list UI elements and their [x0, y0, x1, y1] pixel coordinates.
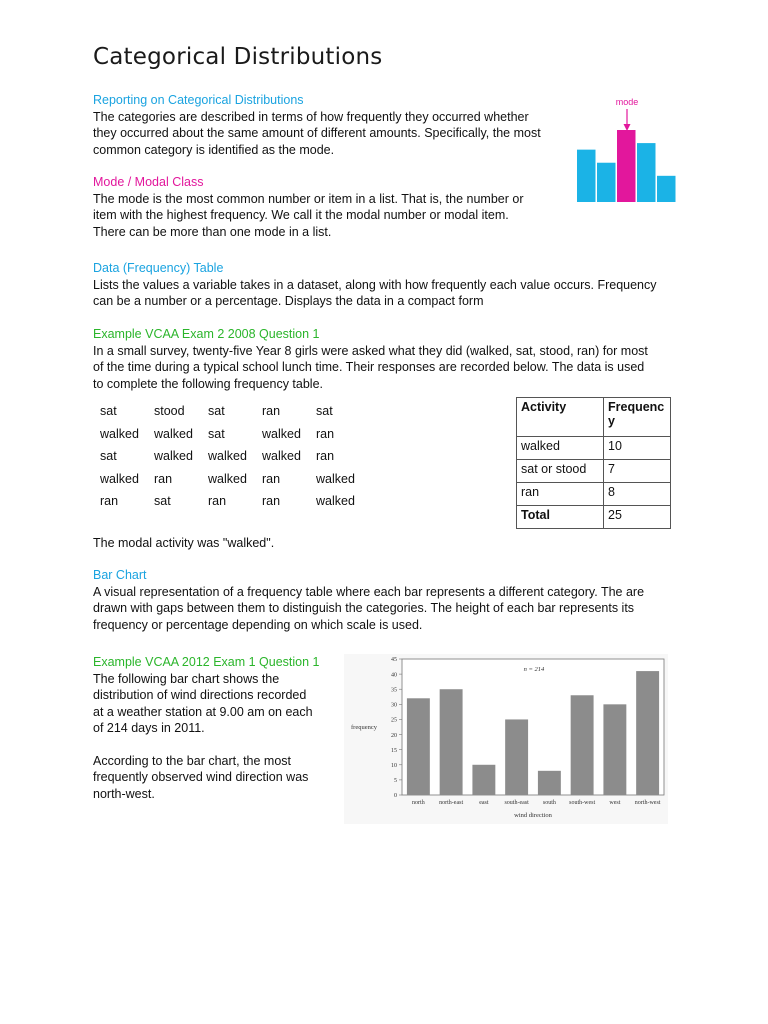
paragraph-line: frequently observed wind direction was — [93, 770, 309, 784]
response-cell: sat — [208, 426, 225, 441]
y-tick-label: 5 — [394, 778, 397, 785]
bar-north — [407, 698, 430, 795]
paragraph-line: common category is identified as the mode. — [93, 142, 335, 157]
section-example-2012 — [93, 654, 320, 802]
x-tick-label: north-west — [634, 800, 661, 806]
bar-south-west — [571, 695, 594, 795]
response-row — [100, 468, 370, 491]
response-cell: ran — [208, 494, 227, 509]
paragraph-line: drawn with gaps between them to distinguish the categories. The height of each bar represents its — [93, 601, 635, 615]
response-cell: sat — [208, 404, 225, 419]
section-mode — [93, 174, 524, 240]
paragraph-line: of the time during a typical school lunch time. Their responses are recorded below. The data is used — [93, 360, 645, 374]
bar-west — [603, 704, 626, 795]
response-row — [100, 490, 370, 513]
response-row — [100, 423, 370, 446]
header-frequency-part2: y — [608, 414, 615, 428]
x-tick-label: south-east — [504, 800, 529, 806]
response-cell: ran — [262, 471, 281, 486]
modal-conclusion: The modal activity was "walked". — [93, 536, 275, 550]
response-cell: walked — [100, 471, 139, 486]
response-cell: walked — [208, 449, 247, 464]
survey-responses — [100, 400, 370, 513]
x-tick-label: south — [542, 800, 556, 806]
y-tick-label: 15 — [391, 747, 397, 754]
y-tick-label: 0 — [394, 793, 397, 800]
y-tick-label: 10 — [391, 762, 397, 769]
table-cell-total-value: 25 — [604, 506, 671, 529]
table-row — [517, 437, 671, 460]
paragraph-line: north-west. — [93, 786, 155, 801]
section-heading: Bar Chart — [93, 568, 147, 582]
response-cell: sat — [100, 404, 117, 419]
response-cell: sat — [316, 404, 333, 419]
section-bar-chart — [93, 567, 644, 633]
mode-bar — [617, 130, 636, 202]
x-tick-label: north — [412, 800, 425, 806]
response-cell: walked — [208, 471, 247, 486]
table-cell-activity: sat or stood — [517, 460, 604, 483]
mini-bar — [657, 176, 676, 202]
bar-south — [538, 771, 561, 795]
section-reporting — [93, 92, 541, 158]
sample-size-annotation: n = 214 — [523, 666, 545, 673]
section-example-2008 — [93, 326, 648, 392]
y-tick-label: 40 — [391, 672, 397, 679]
paragraph-line: The categories are described in terms of how frequently they occurred whether — [93, 109, 529, 124]
table-cell-total-label: Total — [517, 506, 604, 529]
section-frequency-table — [93, 260, 657, 310]
x-tick-label: south-west — [569, 800, 596, 806]
response-cell: walked — [316, 471, 355, 486]
response-cell: walked — [154, 426, 193, 441]
x-axis-label: wind direction — [514, 812, 552, 819]
paragraph-line: frequency or percentage depending on which scale is used. — [93, 617, 423, 632]
section-heading: Reporting on Categorical Distributions — [93, 93, 304, 107]
paragraph-line: to complete the following frequency table. — [93, 376, 323, 391]
response-cell: ran — [262, 404, 281, 419]
wind-direction-bar-chart — [344, 654, 668, 824]
paragraph-line: Lists the values a variable takes in a dataset, along with how frequently each value occurs. Frequency — [93, 277, 657, 292]
y-tick-label: 30 — [391, 702, 397, 709]
paragraph-line: at a weather station at 9.00 am on each — [93, 704, 313, 719]
response-row — [100, 445, 370, 468]
response-cell: stood — [154, 404, 185, 419]
paragraph-line: A visual representation of a frequency table where each bar represents a different category. The are — [93, 584, 645, 599]
x-tick-label: north-east — [439, 800, 464, 806]
mode-illustration-chart — [576, 94, 686, 204]
mini-bar — [637, 143, 656, 202]
mode-label: mode — [615, 97, 639, 107]
y-axis-label: frequency — [351, 724, 377, 731]
response-row — [100, 400, 370, 423]
paragraph-line: The following bar chart shows the — [93, 671, 280, 686]
response-cell: ran — [154, 471, 173, 486]
bar-north-west — [636, 671, 659, 795]
header-activity: Activity — [517, 398, 604, 437]
x-tick-label: west — [609, 800, 621, 806]
page-title: Categorical Distributions — [93, 44, 383, 70]
y-tick-label: 25 — [391, 717, 397, 724]
table-cell-frequency: 7 — [604, 460, 671, 483]
table-cell-frequency: 8 — [604, 483, 671, 506]
table-row — [517, 483, 671, 506]
frequency-table — [516, 397, 671, 529]
mini-bar — [597, 163, 616, 202]
response-cell: ran — [316, 426, 335, 441]
table-header-row — [517, 398, 671, 437]
response-cell: ran — [262, 494, 281, 509]
x-tick-label: east — [479, 800, 489, 806]
paragraph-line: According to the bar chart, the most — [93, 753, 292, 768]
paragraph-line: of 214 days in 2011. — [93, 721, 205, 735]
table-cell-frequency: 10 — [604, 437, 671, 460]
response-cell: walked — [154, 449, 193, 464]
table-total-row — [517, 506, 671, 529]
mini-bar — [577, 150, 596, 202]
paragraph-line: distribution of wind directions recorded — [93, 688, 307, 702]
section-heading: Example VCAA 2012 Exam 1 Question 1 — [93, 655, 320, 669]
y-tick-label: 35 — [391, 687, 397, 694]
table-row — [517, 460, 671, 483]
response-cell: ran — [316, 449, 335, 464]
header-frequency-part1: Frequenc — [608, 400, 665, 414]
table-cell-activity: ran — [517, 483, 604, 506]
paragraph-line: item with the highest frequency. We call it the modal number or modal item. — [93, 208, 509, 222]
header-frequency — [604, 398, 671, 437]
response-cell: sat — [154, 494, 171, 509]
paragraph-line: In a small survey, twenty-five Year 8 girls were asked what they did (walked, sat, stood, ran) for most — [93, 343, 648, 358]
y-tick-label: 20 — [391, 732, 397, 739]
paragraph-line: The mode is the most common number or item in a list. That is, the number or — [93, 191, 524, 206]
paragraph-line: There can be more than one mode in a list. — [93, 224, 332, 239]
section-heading: Example VCAA Exam 2 2008 Question 1 — [93, 327, 320, 341]
table-cell-activity: walked — [517, 437, 604, 460]
paragraph-line: can be a number or a percentage. Displays the data in a compact form — [93, 294, 484, 308]
paragraph-line: they occurred about the same amount of different amounts. Specifically, the most — [93, 126, 541, 140]
response-cell: walked — [100, 426, 139, 441]
response-cell: ran — [100, 494, 119, 509]
section-heading: Mode / Modal Class — [93, 175, 204, 189]
y-tick-label: 45 — [391, 657, 397, 664]
bar-east — [472, 765, 495, 795]
response-cell: sat — [100, 449, 117, 464]
response-cell: walked — [316, 494, 355, 509]
bar-south-east — [505, 719, 528, 795]
response-cell: walked — [262, 426, 301, 441]
bar-north-east — [440, 689, 463, 795]
section-heading: Data (Frequency) Table — [93, 261, 224, 275]
mode-arrow-head — [624, 124, 631, 131]
response-cell: walked — [262, 449, 301, 464]
